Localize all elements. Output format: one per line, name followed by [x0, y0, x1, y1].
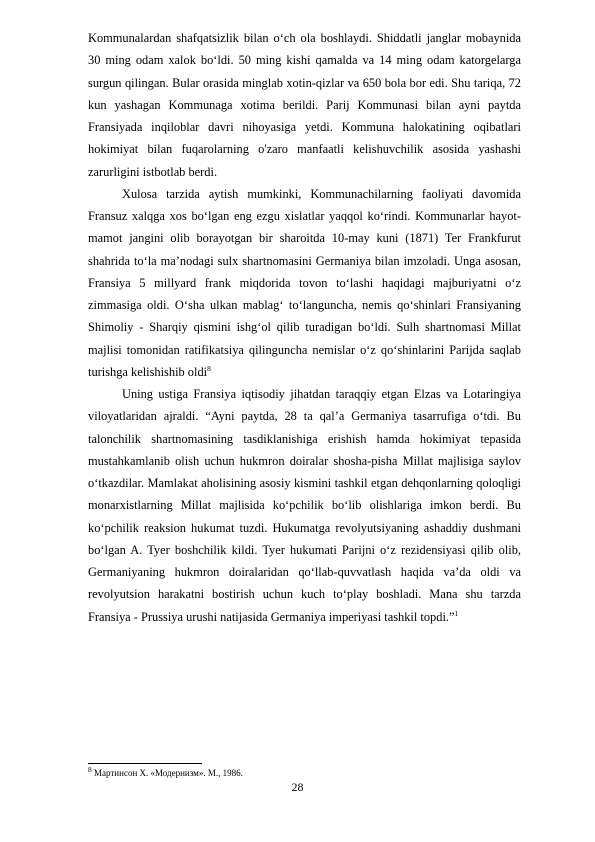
footnote-text: Мартинсон Х. «Модернизм». М., 1986. [91, 768, 243, 778]
body-text [88, 27, 521, 628]
footnote-number: 8 [88, 765, 92, 774]
footnote-ref-8[interactable]: 8 [207, 363, 211, 373]
paragraph-3 [88, 383, 521, 628]
footnote-ref-1[interactable]: 1 [454, 608, 459, 618]
page-number: 28 [291, 780, 304, 794]
paragraph-2-text: Xulosa tarzida aytish mumkinki, Kommunachilarning faoliyati davomida Fransuz xalqga xos bo‘lgan eng ezgu xislatlar yaqqol ko‘rindi. Kommunarlar hayot- mamot jangini olib borayotgan bir sharoitda 10-may kuni (1871) Ter Frankfurut shahrida to‘la ma’nodagi sulx shartnomasini Germaniya bilan imzoladi. Unga asosan, Fransiya 5 millyard frank miqdorida tovon to‘lashi haqidagi majburiyatni o‘z zimmasiga oldi. O‘sha ulkan mablag‘ to‘languncha, nemis qo‘shinlari Fransiyaning Shimoliy - Sharqiy qismini ishg‘ol qilib turadigan bo‘ldi. Sulh shartnomasi Millat majlisi tomonidan ratifikatsiya qilinguncha nemislar o‘z qo‘shinlarini Parijda saqlab turishga kelishishib oldi [88, 186, 521, 379]
footnote [88, 765, 243, 779]
paragraph-1-text: Kommunalardan shafqatsizlik bilan o‘ch ola boshlaydi. Shiddatli janglar mobaynida 30 ming odam xalok bo‘ldi. 50 ming kishi qamalda va 14 ming odam katorgelarga surgun qilingan. Bular orasida minglab xotin-qizlar va 650 bola bor edi. Shu tariqa, 72 kun yashagan Kommunaga xotima berildi. Parij Kommunasi bilan ayni paytda Fransiyada inqiloblar davri nihoyasiga yetdi. Kommuna halokatining oqibatlari hokimiyat bilan fuqarolarning o'zaro manfaatli kelishuvchilik asosida yashashi zarurligini istbotlab berdi. [88, 31, 521, 179]
footnote-separator [88, 763, 202, 764]
paragraph-1 [88, 27, 521, 183]
paragraph-3-text: Uning ustiga Fransiya iqtisodiy jihatdan taraqqiy etgan Elzas va Lotaringiya viloyatlaridan ajraldi. “Ayni paytda, 28 ta qal’a Germaniya tasarrufiga o‘tdi. Bu talonchilik shartnomasining tasdiklanishiga erishish hamda hokimiyat tepasida mustahkamlanib olish uchun hukmron doiralar shosha-pisha Millat majlisiga saylov o‘tkazdilar. Mamlakat aholisining asosiy kismini tashkil etgan dehqonlarning qoloqligi monarxistlarning Millat majlisida ko‘pchilik bo‘lib olishlariga imkon berdi. Bu ko‘pchilik reaksion hukumat tuzdi. Hukumatga revolyutsiyaning ashaddiy dushmani bo‘lgan A. Tyer boshchilik kildi. Tyer hukumati Parijni o‘z rezidensiyasi qilib olib, Germaniyaning hukmron doiralaridan qo‘llab-quvvatlash haqida va’da oldi va revolyutsion harakatni bostirish uchun kuch to‘play boshladi. Mana shu tarzda Fransiya - Prussiya urushi natijasida Germaniya imperiyasi tashkil topdi.” [88, 387, 521, 624]
paragraph-2 [88, 183, 521, 383]
